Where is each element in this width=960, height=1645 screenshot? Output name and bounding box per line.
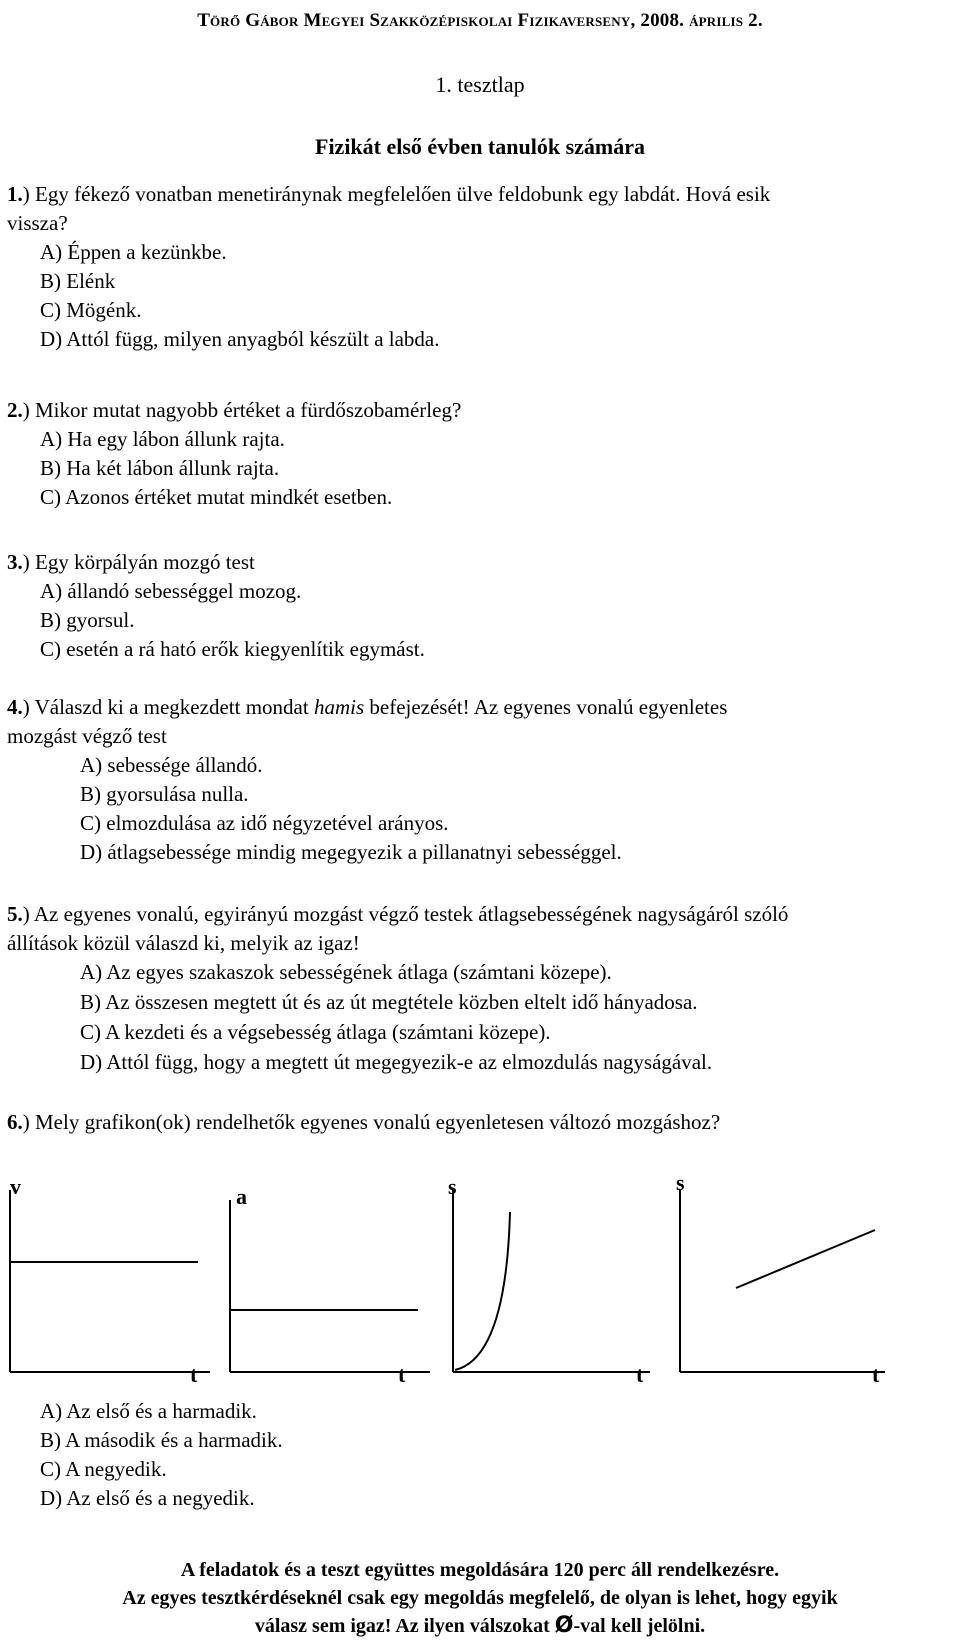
graph-line: [736, 1230, 875, 1288]
answer-option: B) Ha két lábon állunk rajta.: [40, 456, 280, 480]
answer-option: B) Az összesen megtett út és az út megtétele közben eltelt idő hányadosa.: [80, 990, 698, 1014]
graph-distance-time-curve: [448, 1174, 650, 1387]
motion-graphs: [0, 1170, 960, 1400]
question-text: ) Az egyenes vonalú, egyirányú mozgást végző testek átlagsebességének nagyságáról szóló: [22, 902, 789, 926]
question-4: [7, 693, 947, 751]
answer-option: C) A kezdeti és a végsebesség átlaga (számtani közepe).: [80, 1020, 551, 1044]
question-text-continued: mozgást végző test: [7, 724, 167, 748]
question-text: ) Egy körpályán mozgó test: [22, 550, 255, 574]
answer-option: C) Mögénk.: [40, 298, 142, 322]
answer-option: A) Éppen a kezünkbe.: [40, 240, 227, 264]
competition-header: Törő Gábor Megyei Szakközépiskolai Fizikaverseny, 2008. április 2.: [197, 10, 763, 31]
graph-y-label: v: [10, 1174, 21, 1199]
graph-y-label: s: [448, 1174, 457, 1199]
answer-option: A) sebessége állandó.: [80, 753, 263, 777]
answer-option: B) Elénk: [40, 269, 116, 293]
sheet-title: 1. tesztlap: [435, 72, 525, 97]
answer-option: D) Attól függ, hogy a megtett út megegyezik-e az elmozdulás nagyságával.: [80, 1050, 713, 1074]
question-text: ) Válaszd ki a megkezdett mondat: [22, 695, 314, 719]
answer-option: C) elmozdulása az idő négyzetével arányos.: [80, 811, 449, 835]
answer-option: D) Az első és a negyedik.: [40, 1486, 255, 1510]
answer-option: A) állandó sebességgel mozog.: [40, 579, 302, 603]
graph-velocity-time: [10, 1174, 210, 1387]
footer-line: [0, 1612, 960, 1640]
question-2: [7, 396, 947, 425]
question-text-continued: állítások közül válaszd ki, melyik az igaz!: [7, 931, 360, 955]
answer-option: B) A második és a harmadik.: [40, 1428, 283, 1452]
question-text: ) Mikor mutat nagyobb értéket a fürdőszobamérleg?: [22, 398, 462, 422]
emphasized-word: hamis: [313, 695, 365, 719]
footer-line: Az egyes tesztkérdéseknél csak egy megoldás megfelelő, de olyan is lehet, hogy egyik: [122, 1587, 838, 1609]
question-number: 5.: [7, 902, 23, 926]
question-text: ) Mely grafikon(ok) rendelhetők egyenes vonalú egyenletesen változó mozgáshoz?: [22, 1110, 721, 1134]
answer-option: B) gyorsul.: [40, 608, 135, 632]
answer-option: A) Az első és a harmadik.: [40, 1399, 257, 1423]
graph-x-label: t: [190, 1362, 198, 1387]
sheet-subtitle: Fizikát első évben tanulók számára: [315, 134, 645, 159]
question-number: 3.: [7, 550, 23, 574]
graph-distance-time-line: [676, 1170, 885, 1387]
graph-acceleration-time: [230, 1184, 430, 1387]
footer-text: válasz sem igaz! Az ilyen válszokat: [254, 1615, 555, 1637]
graph-x-label: t: [398, 1362, 406, 1387]
answer-option: B) gyorsulása nulla.: [80, 782, 249, 806]
footer-text-end: -val kell jelölni.: [573, 1615, 706, 1637]
graph-x-label: t: [636, 1362, 644, 1387]
question-6: [7, 1108, 947, 1137]
question-number: 1.: [7, 182, 23, 206]
answer-option: D) átlagsebessége mindig megegyezik a pillanatnyi sebességgel.: [80, 840, 622, 864]
question-number: 2.: [7, 398, 23, 422]
footer-instructions: [0, 1556, 960, 1640]
answer-option: A) Ha egy lábon állunk rajta.: [40, 427, 285, 451]
question-text-end: befejezését! Az egyenes vonalú egyenletes: [364, 695, 728, 719]
question-1: [7, 180, 947, 238]
graph-y-label: s: [676, 1170, 685, 1195]
graph-x-label: t: [872, 1362, 880, 1387]
question-number: 6.: [7, 1110, 23, 1134]
question-text-continued: vissza?: [7, 211, 68, 235]
answer-option: C) Azonos értéket mutat mindkét esetben.: [40, 485, 393, 509]
question-5: [7, 900, 947, 958]
graph-y-label: a: [236, 1184, 247, 1209]
answer-option: C) A negyedik.: [40, 1457, 167, 1481]
footer-line: A feladatok és a teszt együttes megoldására 120 perc áll rendelkezésre.: [180, 1559, 780, 1581]
answer-option: D) Attól függ, milyen anyagból készült a labda.: [40, 327, 440, 351]
question-text: ) Egy fékező vonatban menetiránynak megfelelően ülve feldobunk egy labdát. Hová esik: [22, 182, 771, 206]
question-3: [7, 548, 947, 577]
question-number: 4.: [7, 695, 23, 719]
answer-option: A) Az egyes szakaszok sebességének átlaga (számtani közepe).: [80, 960, 612, 984]
graph-curve: [455, 1212, 510, 1370]
empty-set-symbol: Ø: [554, 1613, 574, 1638]
answer-option: C) esetén a rá ható erők kiegyenlítik egymást.: [40, 637, 425, 661]
